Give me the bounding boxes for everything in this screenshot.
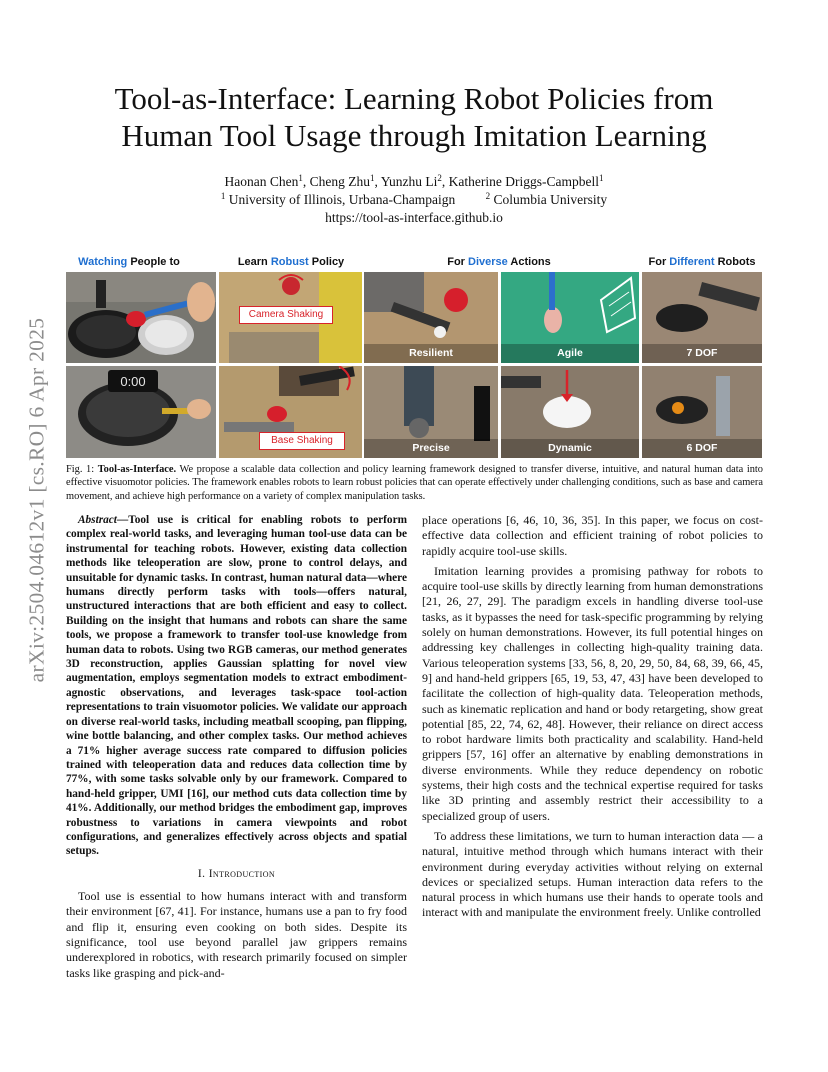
section-number: I.	[197, 867, 206, 880]
figure-label-different	[649, 256, 756, 268]
label-text: People to	[127, 256, 180, 268]
author-list: Haonan Chen$^1$, Cheng Zhu$^1$, Yunzhu Li$^2$, Katherine Driggs-Campbell$^1$	[224, 173, 604, 189]
affiliation-mark: 1	[370, 173, 375, 183]
affiliation-line	[70, 191, 758, 209]
affiliation-mark: 2	[485, 191, 491, 201]
label-text: Policy	[308, 256, 345, 268]
figure-caption	[66, 463, 763, 503]
tile-6dof-robot	[642, 366, 762, 458]
figure-label-diverse	[447, 256, 551, 268]
abstract	[66, 513, 407, 859]
teaser-figure	[66, 256, 762, 458]
photo-camera-shaking	[219, 272, 362, 363]
intro-paragraph: Tool use is essential to how humans interact with and transform their environment [67, 41]. For instance, humans use a pan to fry food and flip it, ensuring even cooking on both sides. Despite its significance, tool use beyond parallel jaw grippers remains underexplored in robotics, with research primarily focused on simpler tasks like grasping and pick-and-	[66, 889, 407, 980]
arxiv-id-text: arXiv:2504.04612v1 [cs.RO] 6 Apr 2025	[24, 317, 49, 683]
body-paragraph: To address these limitations, we turn to human interaction data — a natural, intuitive method through which humans interact with their environment during everyday activities without relying on external devices or specialized setups. Human interaction data refers to the natural process in which humans use their hands to operate tools and interact with and manipulate the environment freely. Unlike controlled	[422, 828, 763, 920]
affiliation-mark: 1	[298, 173, 303, 183]
affiliation-mark: 2	[437, 173, 442, 183]
section-heading-introduction	[66, 867, 407, 882]
label-highlight: Diverse	[468, 256, 508, 268]
tile-label-6dof: 6 DOF	[642, 439, 762, 458]
left-column	[66, 513, 407, 981]
timer-display: 0:00	[120, 374, 146, 389]
affiliation-mark: 1	[598, 173, 604, 183]
tile-resilient	[364, 272, 498, 363]
tile-precise	[364, 366, 498, 458]
label-text: Robots	[714, 256, 756, 268]
body-paragraph: place operations [6, 46, 10, 36, 35]. In this paper, we focus on cost-effective data collection and efficient training of robot policies to rapidly acquire tool-use skills.	[422, 513, 763, 558]
arxiv-identifier	[22, 290, 52, 710]
tile-label-7dof: 7 DOF	[642, 344, 762, 363]
label-text: Actions	[507, 256, 551, 268]
body-paragraph: Imitation learning provides a promising pathway for robots to acquire tool-use skills by directly learning from human demonstrations [21, 26, 27, 29]. The paradigm excels in handling diverse tool-use tasks, as it bypasses the need for task-specific programming by relying solely on human demonstrations. However, its full potential hinges on addressing key challenges in collecting high-quality training data. Various teleoperation systems [33, 56, 8, 20, 29, 50, 84, 68, 39, 66, 45, 9] and hand-held grippers [65, 19, 53, 47, 43] have been developed to facilitate the collection of high-quality data. Teleoperation methods, such as kinematic replication and hand or body retargeting, show great potential [85, 22, 74, 62, 48]. However, their reliance on direct access to robot hardware limits both practicality and scalability. Hand-held grippers [57, 16] offer an alternative by enabling demonstrations in diverse environments. While they reduce dependency on robotic systems, their high costs and the technical expertise required for tasks like 3D printing and assembly restrict their accessibility to a specialized group of users.	[422, 563, 763, 823]
tile-label-agile: Agile	[501, 344, 639, 363]
caption-bold: Tool-as-Interface.	[97, 464, 177, 475]
author-name: Cheng Zhu	[309, 174, 370, 189]
callout-camera-shaking: Camera Shaking	[239, 306, 333, 324]
label-highlight: Robust	[270, 256, 309, 268]
tile-label-precise: Precise	[364, 439, 498, 458]
label-text: For	[648, 256, 670, 268]
figure-label-learn	[238, 256, 344, 268]
caption-text: We propose a scalable data collection and policy learning framework designed to transfer diverse, intuitive, and natural human data into effective visuomotor policies. The framework enables robots to learn robust policies that can operate effectively under challenging conditions, such as base and camera movement, and achieve high performance on a variety of complex manipulation tasks.	[66, 464, 764, 502]
photo-human-pan-scooping	[66, 272, 216, 363]
photo-base-shaking	[219, 366, 362, 458]
tile-dynamic	[501, 366, 639, 458]
author-name: Haonan Chen	[224, 174, 299, 189]
project-url[interactable]: https://tool-as-interface.github.io	[325, 210, 503, 225]
author-name: Yunzhu Li	[380, 174, 438, 189]
label-highlight: Different	[669, 256, 715, 268]
tile-7dof-robot	[642, 272, 762, 363]
abstract-lead: Abstract	[78, 514, 117, 526]
caption-label: Fig. 1:	[66, 464, 95, 475]
right-column	[422, 513, 763, 921]
label-text: Learn	[237, 256, 271, 268]
figure-label-watching	[78, 256, 180, 268]
label-highlight: Watching	[78, 256, 128, 268]
author-name: Katherine Driggs-Campbell	[448, 174, 599, 189]
paper-title: Tool-as-Interface: Learning Robot Policies from Human Tool Usage through Imitation Learning	[114, 81, 714, 153]
affiliation-name: University of Illinois, Urbana-Champaign	[228, 192, 456, 207]
label-text: For	[447, 256, 469, 268]
affiliation-mark: 1	[220, 191, 226, 201]
tile-label-dynamic: Dynamic	[501, 439, 639, 458]
affiliation-name: Columbia University	[493, 192, 608, 207]
callout-base-shaking: Base Shaking	[259, 432, 345, 450]
abstract-text: —Tool use is critical for enabling robots to perform complex real-world tasks, and leveraging human tool-use data can be instrumental for teaching robots. However, existing data collection methods like teleoperation are slow, prone to control delays, and unsuitable for dynamic tasks. In contrast, human natural data—where humans directly perform tasks with tools—offers natural, unstructured interactions that are both efficient and easy to collect. Building on the insight that humans and robots can share the same tools, we propose a framework to transfer tool-use knowledge from human data to robots. Using two RGB cameras, our method generates 3D reconstruction, applies Gaussian splatting for novel view augmentation, employs segmentation models to extract embodiment-agnostic observations, and leverages task-space tool-action representations to train visuomotor policies. We validate our approach on diverse real-world tasks, including meatball scooping, pan flipping, wine bottle balancing, and other complex tasks. Our method achieves a 71% higher average success rate compared to diffusion policies trained with teleoperation data and reduces data collection time by 77%, with some tasks solvable only by our framework. Compared to hand-held gripper, UMI [16], our method cuts data collection time by 41%. Additionally, our method bridges the embodiment gap, improves robustness to variations in camera viewpoints and robot configurations, and generalizes effectively across objects and spatial setups.	[66, 514, 407, 858]
photo-human-pan-flip	[66, 366, 216, 458]
tile-label-resilient: Resilient	[364, 344, 498, 363]
section-title: Introduction	[208, 867, 276, 880]
tile-agile	[501, 272, 639, 363]
